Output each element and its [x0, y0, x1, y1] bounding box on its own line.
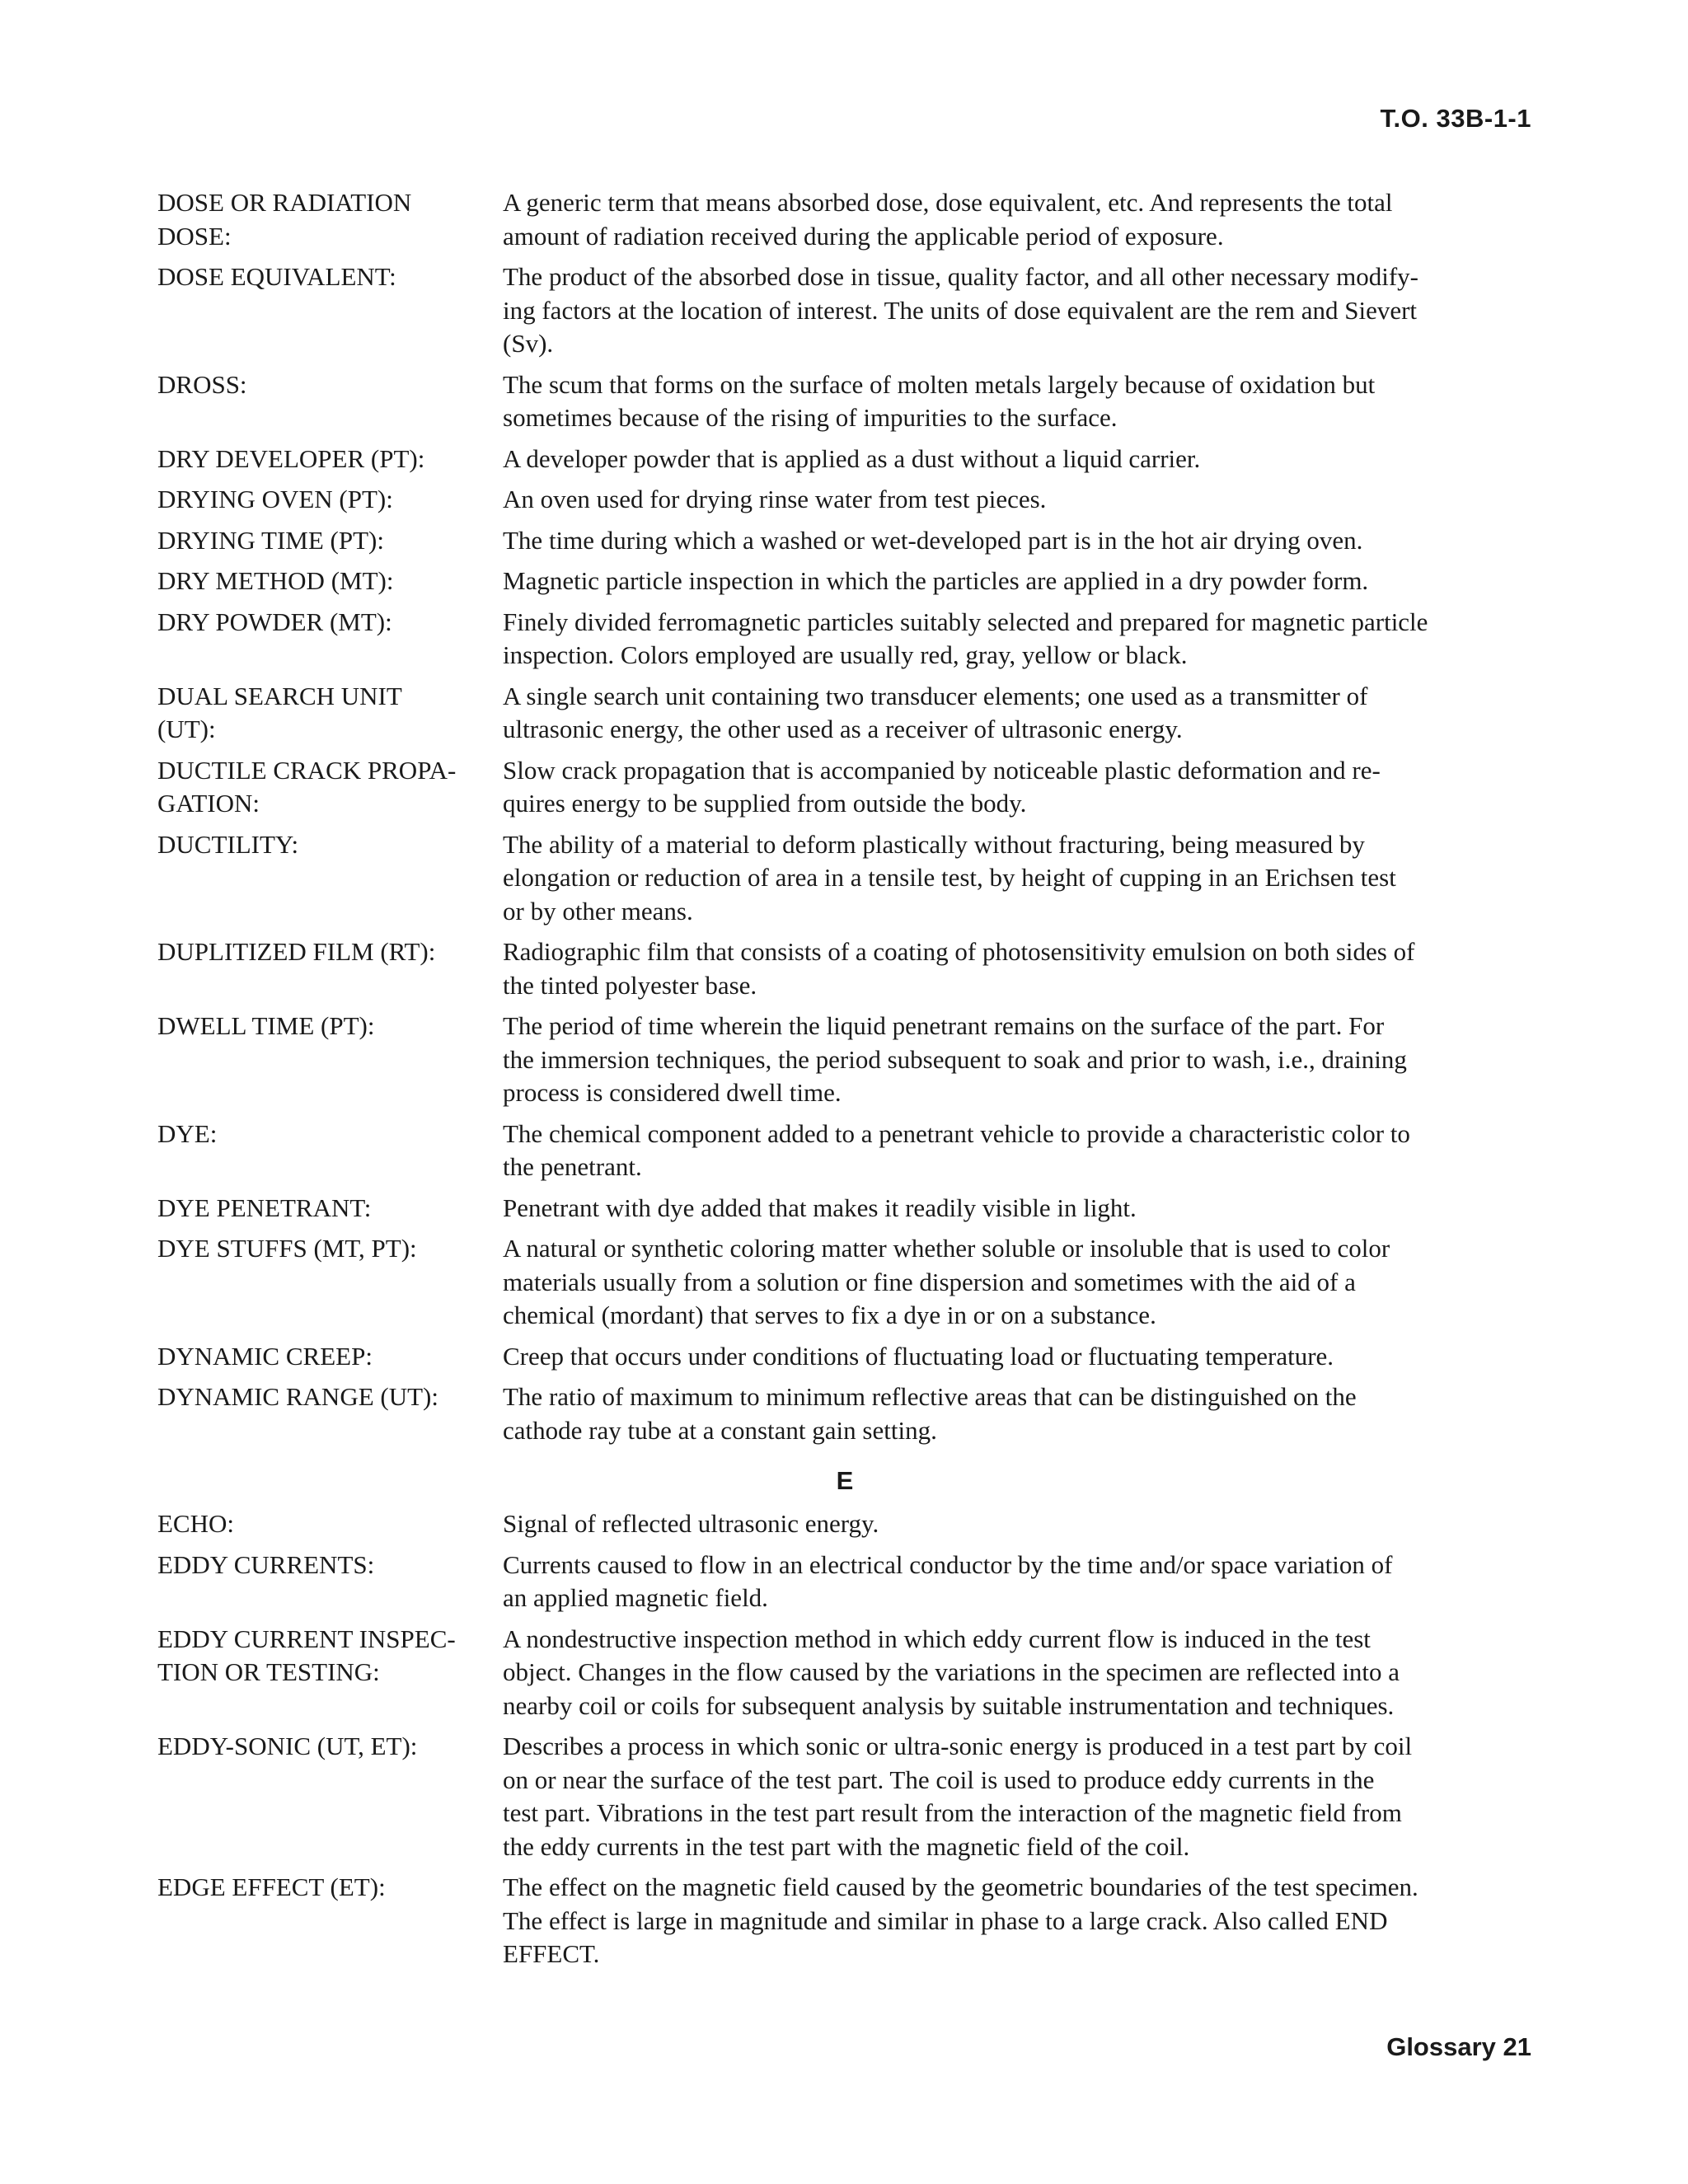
glossary-term: DRY DEVELOPER (PT): — [157, 443, 425, 473]
glossary-term: EDDY-SONIC (UT, ET): — [157, 1732, 418, 1760]
glossary-definition: An oven used for drying rinse water from test pieces. — [503, 485, 1047, 513]
glossary-entry — [157, 1118, 1532, 1184]
glossary-definition: A single search unit containing two transducer elements; one used as a transmitter of ultrasonic energy, the other used as a receiver of ultrasonic energy. — [503, 681, 1368, 743]
glossary-entry — [157, 1871, 1532, 1971]
glossary-definition: A natural or synthetic coloring matter whether soluble or insoluble that is used to color materials usually from a solution or fine dispersion and sometimes with the aid of a chemical (mordant) that serves to fix a dye in or on a substance. — [503, 1234, 1390, 1329]
glossary-definition: The effect on the magnetic field caused by the geometric boundaries of the test specimen. The effect is large in magnitude and similar in phase to a large crack. Also called END EFFECT. — [503, 1872, 1418, 1968]
glossary-term: EDDY CURRENT INSPEC- TION OR TESTING: — [157, 1624, 456, 1686]
glossary-term: DYE STUFFS (MT, PT): — [157, 1234, 417, 1263]
glossary-definition: The period of time wherein the liquid penetrant remains on the surface of the part. For the immersion techniques, the period subsequent to soak and prior to wash, i.e., draining process is considered dwell time. — [503, 1011, 1407, 1107]
glossary-entry — [157, 443, 1532, 476]
glossary-entry — [157, 1507, 1532, 1541]
glossary-definition: The chemical component added to a penetrant vehicle to provide a characteristic color to the penetrant. — [503, 1118, 1410, 1181]
glossary-term: DUCTILE CRACK PROPA- GATION: — [157, 755, 457, 818]
glossary-definition: Radiographic film that consists of a coating of photosensitivity emulsion on both sides of the tinted polyester base. — [503, 937, 1415, 1000]
glossary-entry — [157, 680, 1532, 747]
glossary-definition: The scum that forms on the surface of molten metals largely because of oxidation but sometimes because of the rising of impurities to the surface. — [503, 369, 1376, 432]
glossary-definition: A generic term that means absorbed dose, dose equivalent, etc. And represents the total amount of radiation received during the applicable period of exposure. — [503, 188, 1393, 251]
document-id-header: T.O. 33B-1-1 — [1380, 104, 1531, 133]
glossary-definition: Finely divided ferromagnetic particles suitably selected and prepared for magnetic particle inspection. Colors employed are usually red, gray, yellow or black. — [503, 607, 1428, 669]
glossary-definition: A developer powder that is applied as a dust without a liquid carrier. — [503, 443, 1201, 473]
glossary-term: DRYING OVEN (PT): — [157, 485, 393, 513]
page-number-footer: Glossary 21 — [1386, 2032, 1531, 2061]
glossary-entry — [157, 606, 1532, 673]
glossary-definition: A nondestructive inspection method in which eddy current flow is induced in the test object. Changes in the flow caused by the variations in the specimen are reflected into a nearby coil or coils for subsequent analysis by suitable instrumentation and techniques. — [503, 1624, 1400, 1720]
glossary-term: EDDY CURRENTS: — [157, 1549, 375, 1579]
glossary-entry — [157, 1730, 1532, 1863]
glossary-definition: Signal of reflected ultrasonic energy. — [503, 1509, 879, 1538]
glossary-term: DROSS: — [157, 369, 247, 399]
glossary-term: DRYING TIME (PT): — [157, 525, 384, 555]
glossary-term: DYE PENETRANT: — [157, 1193, 372, 1222]
glossary-definition: The time during which a washed or wet-developed part is in the hot air drying oven. — [503, 525, 1363, 555]
glossary-entry — [157, 483, 1532, 517]
glossary-entry — [157, 1549, 1532, 1615]
glossary-term: ECHO: — [157, 1509, 234, 1538]
glossary-entry — [157, 1010, 1532, 1110]
glossary-term: DYNAMIC RANGE (UT): — [157, 1382, 438, 1411]
glossary-entry — [157, 186, 1532, 253]
glossary-entry — [157, 1623, 1532, 1723]
glossary-term: DYE: — [157, 1118, 218, 1148]
glossary-term: DWELL TIME (PT): — [157, 1011, 375, 1040]
glossary-term: DUCTILITY: — [157, 829, 299, 859]
glossary-definition: Describes a process in which sonic or ultra-sonic energy is produced in a test part by coil on or near the surface of the test part. The coil is used to produce eddy currents in the test part. Vibrations in the test part result from the interaction of the magnetic field from the eddy currents in the test part with the magnetic field of the coil. — [503, 1732, 1413, 1861]
glossary-definition: Penetrant with dye added that makes it readily visible in light. — [503, 1193, 1137, 1222]
glossary-definition: Slow crack propagation that is accompanied by noticeable plastic deformation and re- quires energy to be supplied from outside the body. — [503, 755, 1381, 818]
glossary-entry — [157, 368, 1532, 435]
glossary-definition: Magnetic particle inspection in which the particles are applied in a dry powder form. — [503, 566, 1369, 595]
glossary-list — [157, 186, 1532, 1979]
glossary-definition: Currents caused to flow in an electrical conductor by the time and/or space variation of an applied magnetic field. — [503, 1549, 1393, 1612]
glossary-term: DUAL SEARCH UNIT (UT): — [157, 681, 402, 743]
glossary-entry — [157, 754, 1532, 821]
glossary-entry — [157, 524, 1532, 558]
section-heading-e: E — [836, 1466, 854, 1495]
glossary-definition: The ratio of maximum to minimum reflective areas that can be distinguished on the cathode ray tube at a constant gain setting. — [503, 1382, 1357, 1445]
glossary-definition: Creep that occurs under conditions of fluctuating load or fluctuating temperature. — [503, 1341, 1334, 1371]
glossary-term: DRY POWDER (MT): — [157, 607, 392, 636]
glossary-term: DYNAMIC CREEP: — [157, 1341, 373, 1371]
glossary-term: DOSE OR RADIATION DOSE: — [157, 188, 412, 251]
glossary-entry — [157, 260, 1532, 361]
glossary-entry — [157, 1340, 1532, 1374]
glossary-entry — [157, 1232, 1532, 1333]
glossary-entry — [157, 828, 1532, 929]
glossary-definition: The product of the absorbed dose in tissue, quality factor, and all other necessary modify- ing factors at the location of interest. The units of dose equivalent are the rem and Sievert (Sv). — [503, 262, 1418, 358]
glossary-term: EDGE EFFECT (ET): — [157, 1872, 386, 1901]
glossary-entry — [157, 565, 1532, 598]
glossary-term: DRY METHOD (MT): — [157, 566, 394, 595]
glossary-entry — [157, 1192, 1532, 1226]
glossary-entry — [157, 1380, 1532, 1447]
glossary-definition: The ability of a material to deform plastically without fracturing, being measured by elongation or reduction of area in a tensile test, by height of cupping in an Erichsen test or by other means. — [503, 829, 1396, 926]
glossary-entry — [157, 935, 1532, 1002]
glossary-term: DUPLITIZED FILM (RT): — [157, 937, 436, 966]
glossary-term: DOSE EQUIVALENT: — [157, 262, 396, 291]
